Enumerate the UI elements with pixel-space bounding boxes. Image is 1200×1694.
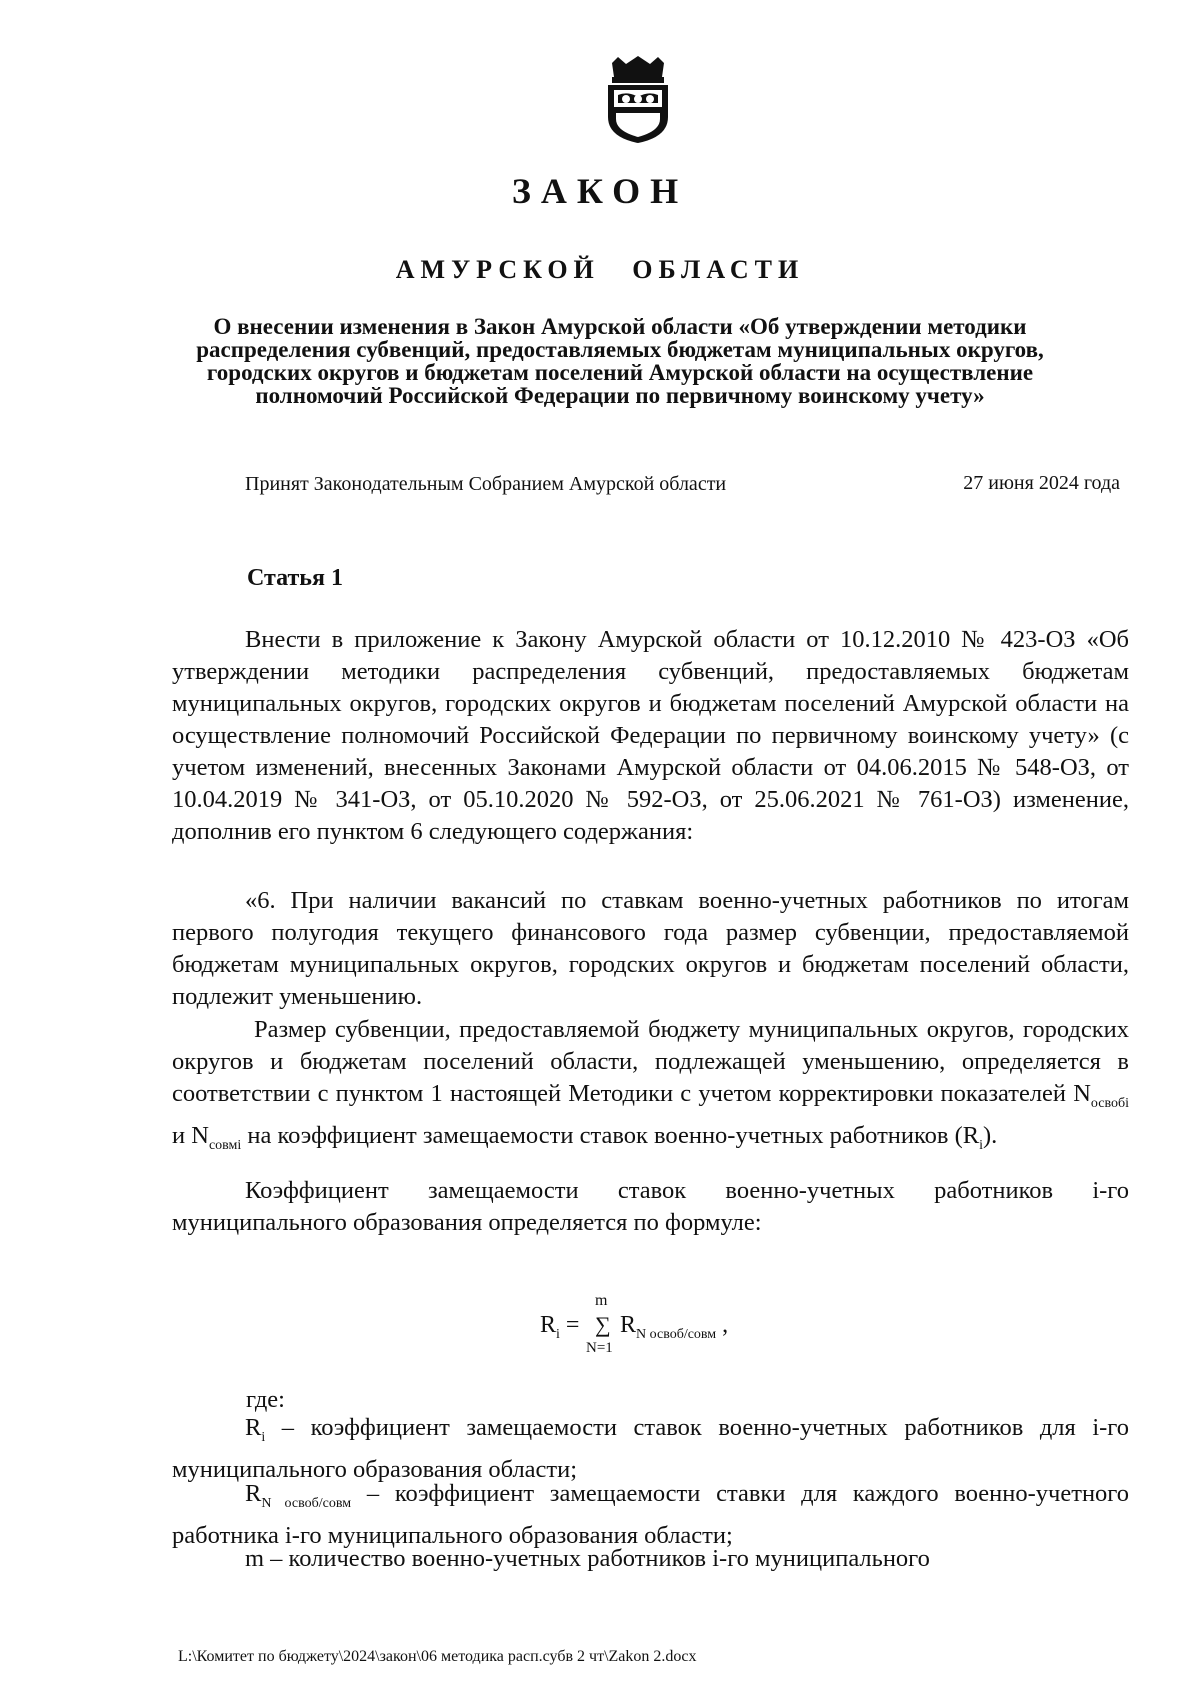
article-paragraph-2: «6. При наличии вакансий по ставкам военно-учетных работников по итогам первого полугодия текущего финансового года размер субвенции, предоставляемой бюджетам муниципальных округов, городских округов и бюджетам поселений области, подлежит уменьшению. — [172, 887, 1129, 1010]
article-paragraph-4: Коэффициент замещаемости ставок военно-учетных работников i-го муниципального образования определяется по формуле: — [172, 1177, 1129, 1236]
article-paragraph-3 — [172, 1014, 1129, 1162]
p3-text-d: ). — [983, 1121, 998, 1149]
p3-text-a: Размер субвенции, предоставляемой бюджету муниципальных округов, городских округов и бюджетам поселений области, подлежащей уменьшению, определяется в соответствии с пунктом 1 настоящей Методики с учетом корректировки показателей N — [172, 1016, 1129, 1107]
p3-text-b: и N — [172, 1121, 209, 1149]
definitions-where: где: — [246, 1386, 285, 1413]
article-paragraph-1: Внести в приложение к Закону Амурской области от 10.12.2010 № 423-ОЗ «Об утверждении методики распределения субвенций, предоставляемых бюджетам муниципальных округов, городских округов и бюджетам поселений Амурской области на осуществление полномочий Российской Федерации по первичному воинскому учету» (с учетом изменений, внесенных Законами Амурской области от 04.06.2015 № 548-ОЗ, от 10.04.2019 № 341-ОЗ, от 05.10.2020 № 592-ОЗ, от 25.06.2021 № 761-ОЗ) изменение, дополнив его пунктом 6 следующего содержания: — [172, 626, 1129, 845]
article-heading: Статья 1 — [247, 565, 343, 591]
formula-sum-sign: ∑ — [595, 1312, 611, 1337]
p3-sub-2: совмi — [208, 1137, 242, 1153]
amur-region-coat-of-arms-icon — [598, 55, 678, 145]
file-path-footer: L:\Комитет по бюджету\2024\закон\06 методика расп.субв 2 чт\Zakon 2.docx — [178, 1648, 697, 1665]
formula-rhs: $R_{N освоб/совм}$ , — [620, 1312, 729, 1342]
formula-lower-limit: N=1 — [586, 1340, 613, 1356]
definition-m: m – количество военно-учетных работников i-го муниципального — [245, 1545, 930, 1572]
p3-sub-1: освобi — [1090, 1095, 1129, 1111]
definition-rn: $R_{N освоб/совм}$ – коэффициент замещаемости ставки для каждого военно-учетного работника i-го муниципального образования области; — [172, 1480, 1129, 1549]
law-title: ЗАКОН — [511, 171, 689, 211]
definition-ri: $R_i$ – коэффициент замещаемости ставок военно-учетных работников для i-го муниципального образования области; — [172, 1414, 1129, 1483]
p3-sub-3: i — [979, 1137, 984, 1153]
formula-lhs: $R_i$ = — [540, 1312, 580, 1342]
p3-text-c: на коэффициент замещаемости ставок военно-учетных работников (R — [241, 1121, 980, 1149]
region-title: АМУРСКОЙ ОБЛАСТИ — [395, 255, 805, 284]
law-subject: О внесении изменения в Закон Амурской области «Об утверждении методики распределения субвенций, предоставляемых бюджетам муниципальных округов, городских округов и бюджетам поселений Амурской области на осуществление полномочий Российской Федерации по первичному воинскому учету» — [196, 314, 1044, 408]
formula — [540, 1292, 820, 1382]
adopted-date: 27 июня 2024 года — [963, 472, 1120, 494]
adopted-by: Принят Законодательным Собранием Амурской области — [245, 473, 727, 495]
formula-upper-limit: m — [595, 1292, 608, 1309]
